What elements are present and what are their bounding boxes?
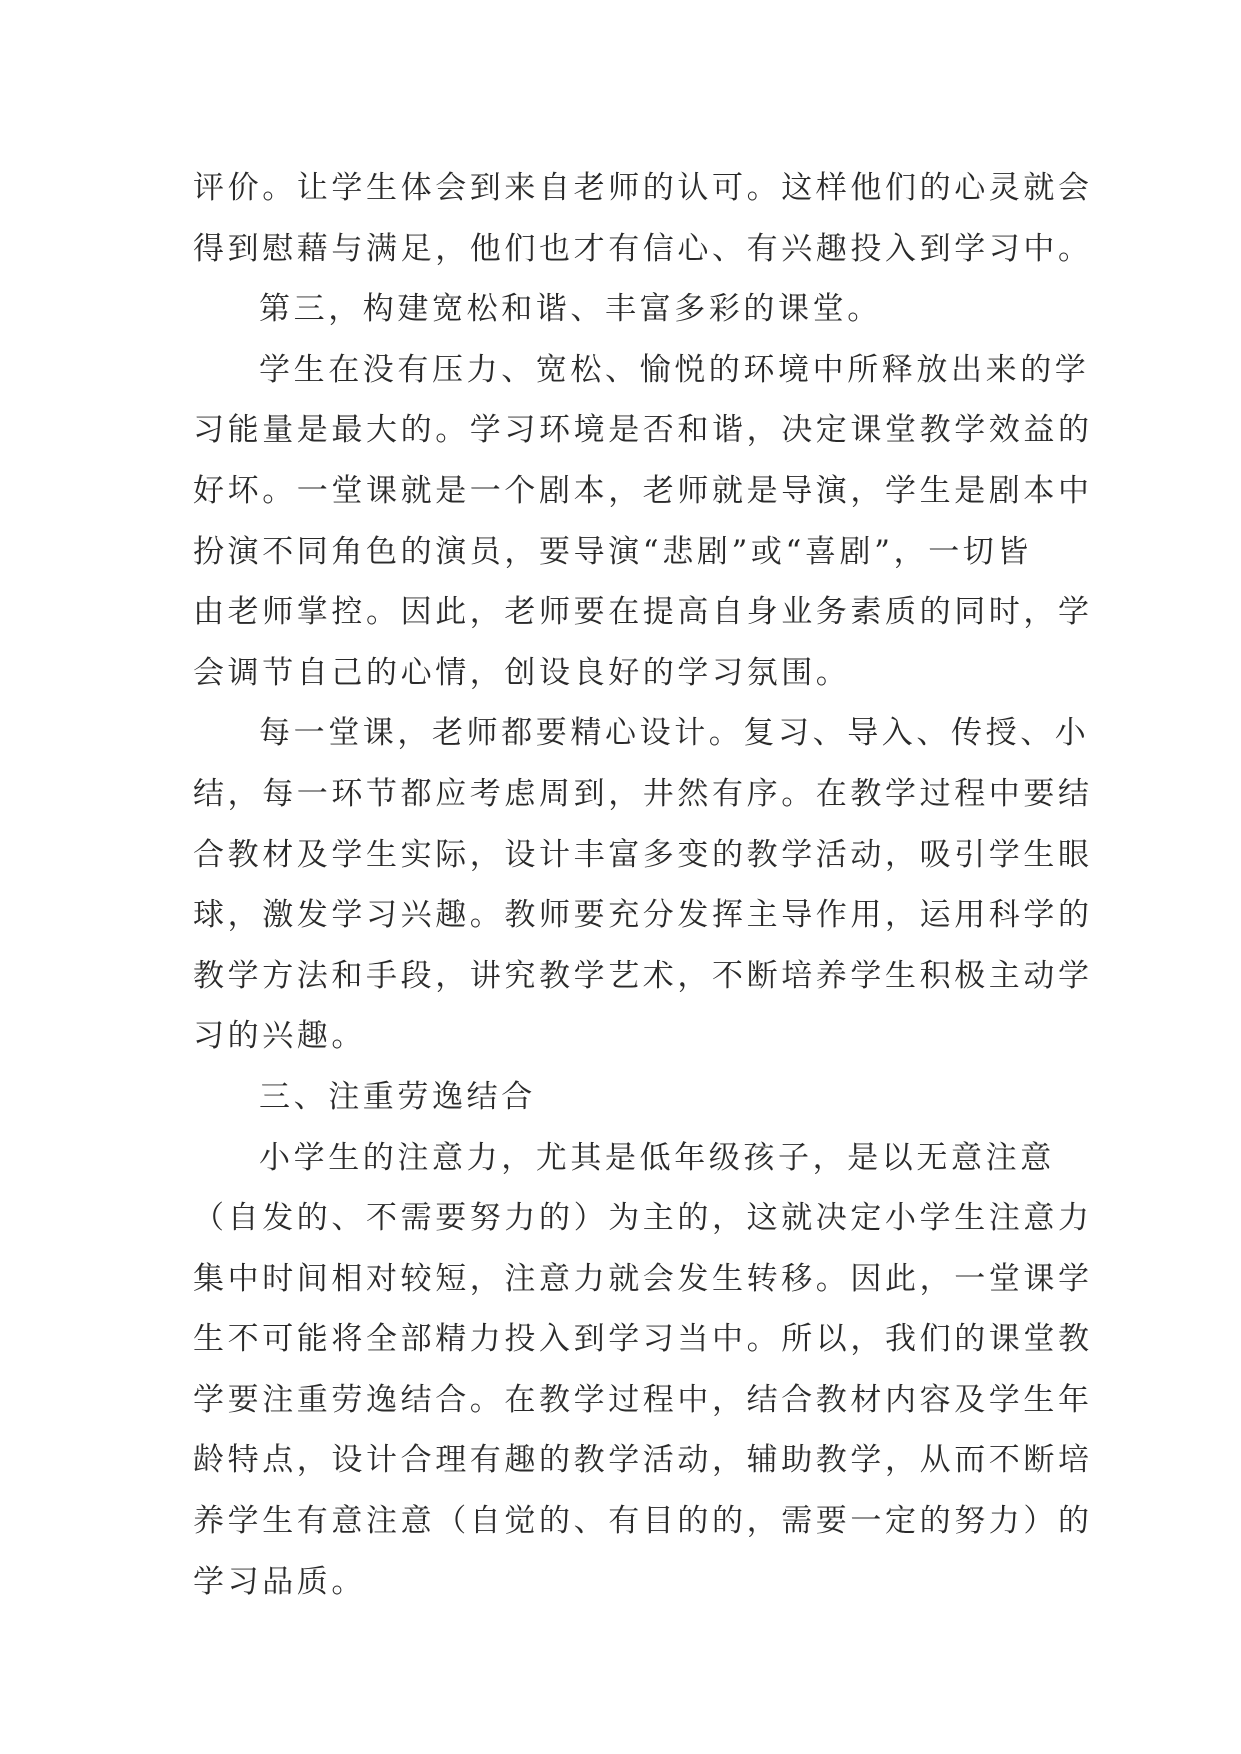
text-line: 每一堂课，老师都要精心设计。复习、导入、传授、小 — [259, 715, 1090, 752]
text-line: 龄特点，设计合理有趣的教学活动，辅助教学，从而不断培 — [193, 1442, 1093, 1479]
text-line: 球，激发学习兴趣。教师要充分发挥主导作用，运用科学的 — [193, 897, 1093, 934]
text-line: 学习品质。 — [193, 1563, 366, 1600]
text-line: 教学方法和手段，讲究教学艺术，不断培养学生积极主动学 — [193, 957, 1093, 994]
text-line: 第三，构建宽松和谐、丰富多彩的课堂。 — [259, 291, 882, 328]
text-line: 小学生的注意力，尤其是低年级孩子，是以无意注意 — [259, 1139, 1055, 1176]
text-line: 学要注重劳逸结合。在教学过程中，结合教材内容及学生年 — [193, 1381, 1093, 1418]
text-line: 三、注重劳逸结合 — [259, 1078, 536, 1115]
text-line: 好坏。一堂课就是一个剧本，老师就是导演，学生是剧本中 — [193, 472, 1093, 509]
text-line: （自发的、不需要努力的）为主的，这就决定小学生注意力 — [193, 1200, 1093, 1237]
text-line: 生不可能将全部精力投入到学习当中。所以，我们的课堂教 — [193, 1321, 1093, 1358]
text-line: 结，每一环节都应考虑周到，井然有序。在教学过程中要结 — [193, 775, 1093, 812]
text-line: 习的兴趣。 — [193, 1018, 366, 1055]
document-body — [193, 158, 1093, 1612]
text-line: 学生在没有压力、宽松、愉悦的环境中所释放出来的学 — [259, 351, 1090, 388]
text-line: 集中时间相对较短，注意力就会发生转移。因此，一堂课学 — [193, 1260, 1093, 1297]
text-line: 会调节自己的心情，创设良好的学习氛围。 — [193, 654, 851, 691]
text-line: 合教材及学生实际，设计丰富多变的教学活动，吸引学生眼 — [193, 836, 1093, 873]
text-line: 养学生有意注意（自觉的、有目的的，需要一定的努力）的 — [193, 1503, 1093, 1540]
text-line: 得到慰藉与满足，他们也才有信心、有兴趣投入到学习中。 — [193, 230, 1093, 267]
text-line: 评价。让学生体会到来自老师的认可。这样他们的心灵就会 — [193, 170, 1093, 206]
text-line: 由老师掌控。因此，老师要在提高自身业务素质的同时，学 — [193, 594, 1093, 631]
text-line: 习能量是最大的。学习环境是否和谐，决定课堂教学效益的 — [193, 412, 1093, 449]
text-line: 扮演不同角色的演员，要导演“悲剧”或“喜剧”，一切皆 — [193, 533, 1032, 570]
